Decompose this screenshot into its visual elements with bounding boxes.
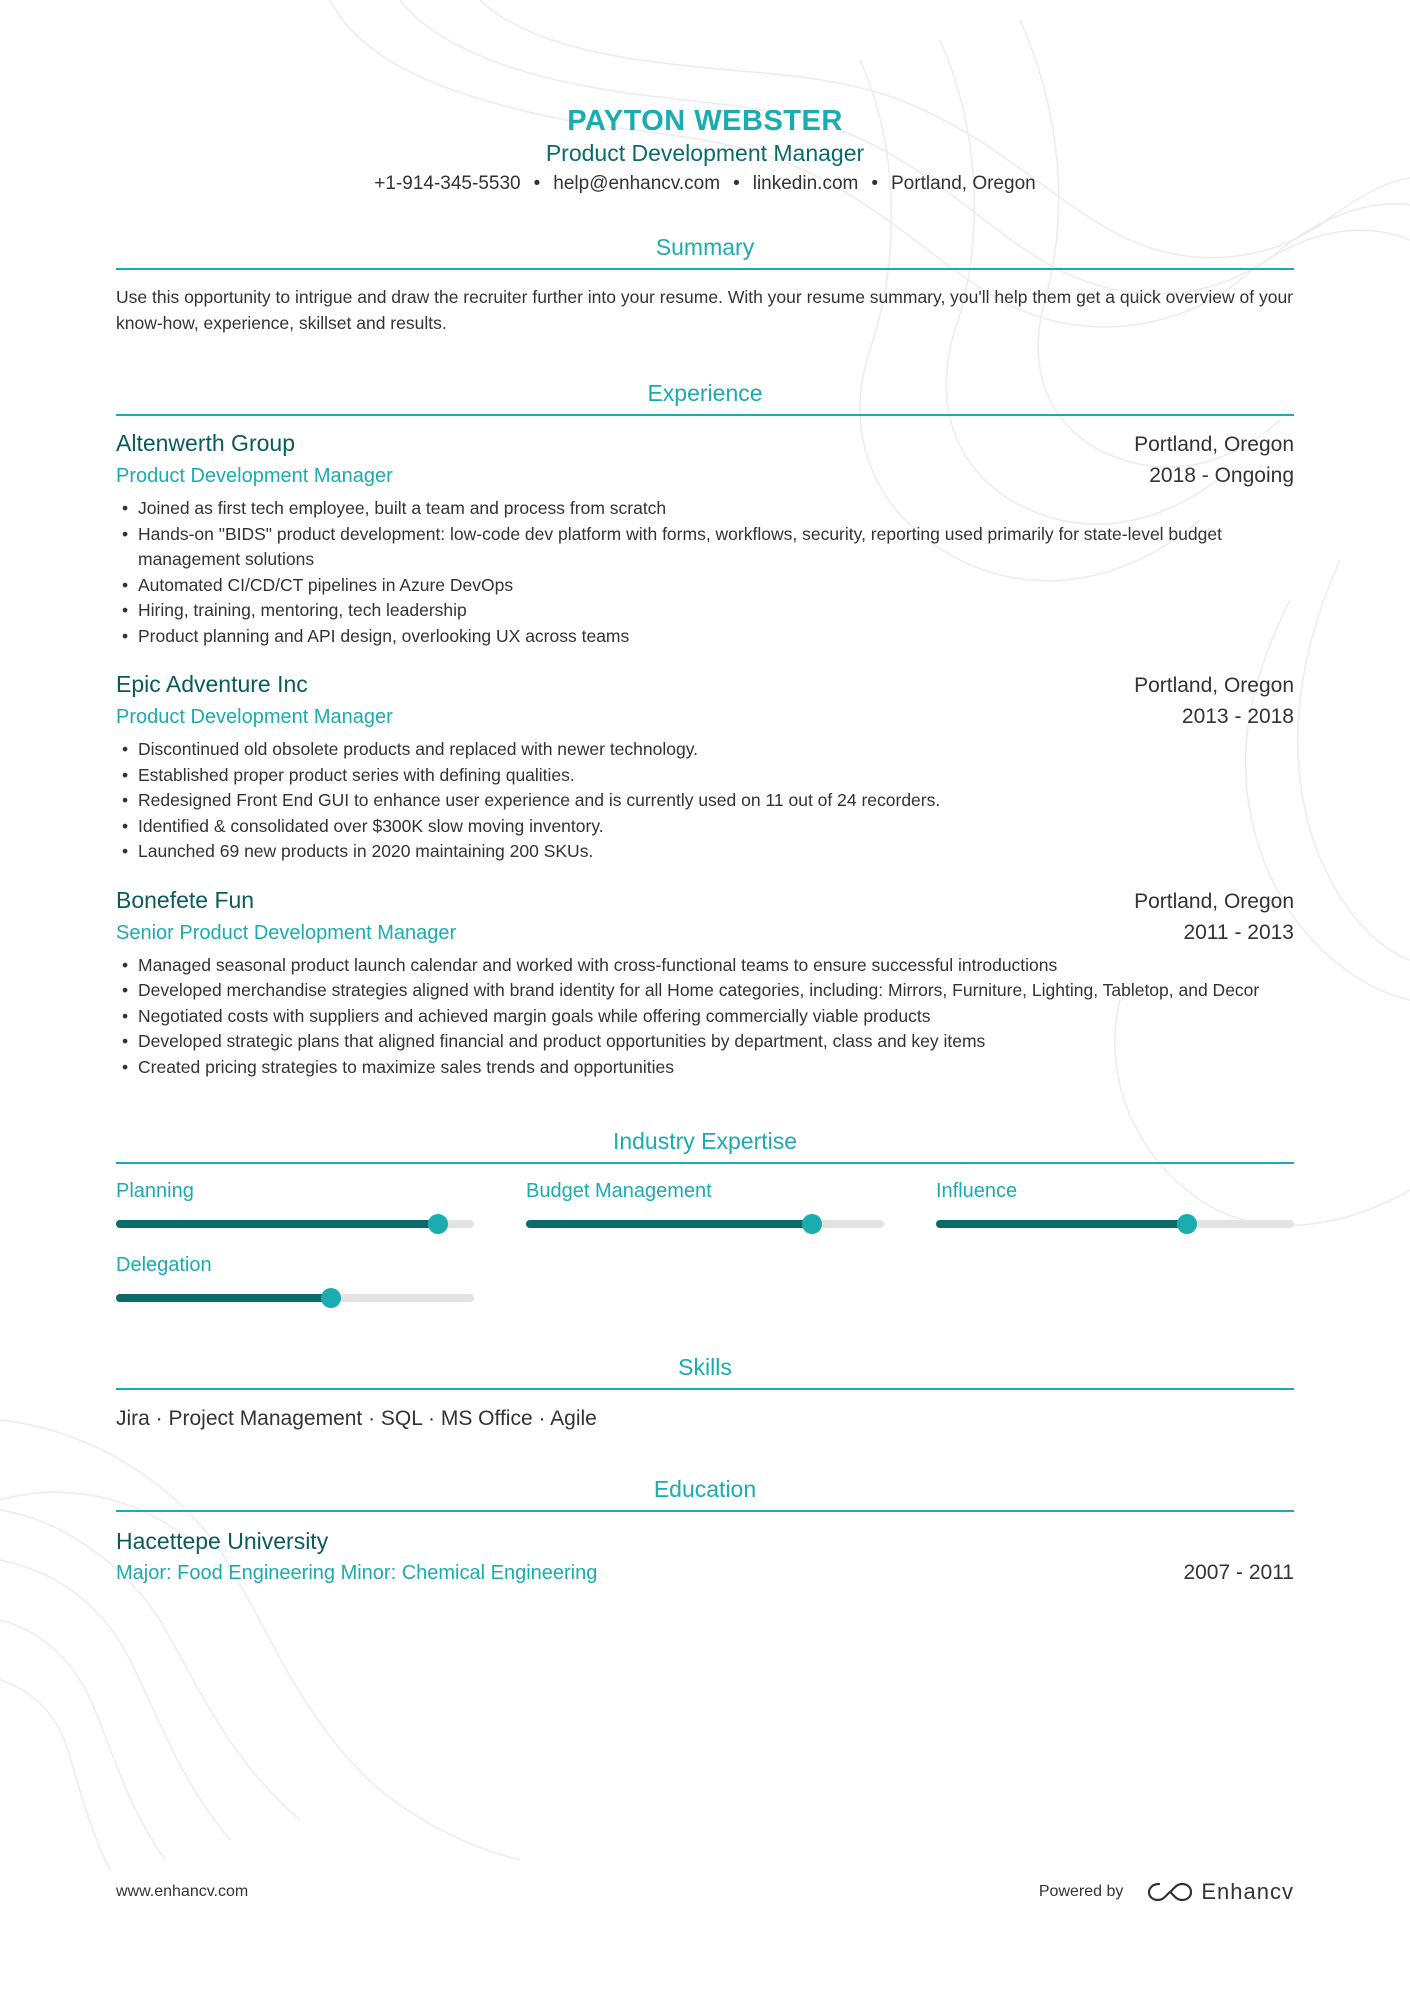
- expertise-bar: [116, 1294, 474, 1302]
- separator-dot: •: [871, 173, 878, 194]
- education-major: Major: Food Engineering Minor: Chemical Engineering: [116, 1562, 598, 1584]
- skills-section: [116, 1352, 1294, 1434]
- job-role: Senior Product Development Manager: [116, 921, 457, 944]
- job-dates: 2013 - 2018: [1181, 705, 1294, 728]
- summary-section: [116, 232, 1294, 336]
- bullet-item: • Product planning and API design, overlooking UX across teams: [116, 624, 1294, 650]
- expertise-bar-fill: [116, 1294, 331, 1302]
- bullet-item: • Automated CI/CD/CT pipelines in Azure DevOps: [116, 573, 1294, 599]
- job-entry: [116, 669, 1294, 865]
- brand-name: Enhancv: [1201, 1879, 1294, 1904]
- linkedin-link[interactable]: linkedin.com: [752, 173, 859, 194]
- bullet-item: • Joined as first tech employee, built a team and process from scratch: [116, 496, 1294, 522]
- phone: +1-914-345-5530: [374, 173, 521, 194]
- summary-heading: Summary: [116, 232, 1294, 270]
- expertise-bar-fill: [936, 1220, 1187, 1228]
- bullet-item: • Negotiated costs with suppliers and achieved margin goals while offering commercially viable products: [116, 1004, 1294, 1030]
- school-name: Hacettepe University: [116, 1528, 329, 1554]
- bullet-item: • Redesigned Front End GUI to enhance user experience and is currently used on 11 out of 24 recorders.: [116, 788, 1294, 814]
- bullet-item: • Developed merchandise strategies aligned with brand identity for all Home categories, including: Mirrors, Furniture, Lighting, Tabletop, and Decor: [116, 978, 1294, 1004]
- expertise-item: [116, 1250, 474, 1302]
- job-bullets: [116, 496, 1294, 649]
- resume-page: [116, 0, 1294, 1589]
- expertise-list: [116, 1176, 1294, 1302]
- expertise-bar-knob: [802, 1214, 822, 1234]
- expertise-bar-fill: [116, 1220, 438, 1228]
- expertise-label: Delegation: [116, 1254, 212, 1276]
- education-entry: [116, 1526, 1294, 1589]
- contact-line: [116, 170, 1294, 198]
- education-dates: 2007 - 2011: [1183, 1561, 1294, 1584]
- expertise-bar: [526, 1220, 884, 1228]
- expertise-bar-knob: [428, 1214, 448, 1234]
- expertise-heading: Industry Expertise: [116, 1126, 1294, 1164]
- enhancv-logo-icon: [1147, 1880, 1193, 1904]
- job-bullets: [116, 737, 1294, 865]
- candidate-name: PAYTON WEBSTER: [567, 105, 843, 137]
- expertise-label: Influence: [936, 1180, 1018, 1202]
- expertise-bar: [116, 1220, 474, 1228]
- skills-heading: Skills: [116, 1352, 1294, 1390]
- separator-dot: •: [733, 173, 740, 194]
- job-location: Portland, Oregon: [1134, 674, 1294, 697]
- job-dates: 2011 - 2013: [1183, 920, 1294, 944]
- powered-by-label: Powered by: [1038, 1883, 1124, 1900]
- resume-header: [116, 0, 1294, 198]
- company-name: Epic Adventure Inc: [116, 671, 308, 697]
- job-location: Portland, Oregon: [1134, 889, 1294, 913]
- expertise-label: Planning: [116, 1180, 194, 1202]
- powered-by: [1039, 1879, 1294, 1905]
- job-entry: [116, 428, 1294, 649]
- footer-url-link[interactable]: www.enhancv.com: [116, 1883, 249, 1900]
- job-location: Portland, Oregon: [1134, 433, 1294, 456]
- expertise-bar-fill: [526, 1220, 812, 1228]
- bullet-item: • Established proper product series with defining qualities.: [116, 763, 1294, 789]
- expertise-item: [116, 1176, 474, 1228]
- bullet-item: • Managed seasonal product launch calendar and worked with cross-functional teams to ensure successful introductions: [116, 953, 1294, 979]
- location: Portland, Oregon: [891, 173, 1036, 194]
- bullet-item: • Developed strategic plans that aligned financial and product opportunities by department, class and key items: [116, 1029, 1294, 1055]
- email-link[interactable]: help@enhancv.com: [553, 173, 721, 194]
- education-heading: Education: [116, 1474, 1294, 1512]
- job-dates: 2018 - Ongoing: [1149, 464, 1294, 487]
- bullet-item: • Identified & consolidated over $300K slow moving inventory.: [116, 814, 1294, 840]
- expertise-section: [116, 1126, 1294, 1302]
- company-name: Bonefete Fun: [116, 886, 255, 913]
- bullet-item: • Launched 69 new products in 2020 maintaining 200 SKUs.: [116, 839, 1294, 865]
- education-section: [116, 1474, 1294, 1589]
- expertise-item: [526, 1176, 884, 1228]
- bullet-item: • Discontinued old obsolete products and replaced with newer technology.: [116, 737, 1294, 763]
- page-footer: [116, 1879, 1294, 1905]
- expertise-bar-knob: [1177, 1214, 1197, 1234]
- job-entry: [116, 885, 1294, 1081]
- job-bullets: [116, 953, 1294, 1081]
- summary-text: Use this opportunity to intrigue and draw the recruiter further into your resume. With your resume summary, you'll help them get a quick overview of your know-how, experience, skillset and results.: [116, 287, 1294, 333]
- expertise-item: [936, 1176, 1294, 1228]
- bullet-item: • Hands-on "BIDS" product development: low-code dev platform with forms, workflows, security, reporting used primarily for state-level budget management solutions: [116, 522, 1294, 573]
- candidate-title: Product Development Manager: [545, 140, 865, 166]
- bullet-item: • Hiring, training, mentoring, tech leadership: [116, 598, 1294, 624]
- skills-list: Jira · Project Management · SQL · MS Office · Agile: [116, 1407, 597, 1430]
- expertise-label: Budget Management: [526, 1180, 712, 1202]
- expertise-bar-knob: [321, 1288, 341, 1308]
- job-role: Product Development Manager: [116, 465, 393, 487]
- job-role: Product Development Manager: [116, 706, 393, 728]
- expertise-bar: [936, 1220, 1294, 1228]
- experience-section: [116, 378, 1294, 1080]
- separator-dot: •: [533, 173, 541, 194]
- company-name: Altenwerth Group: [116, 430, 295, 456]
- bullet-item: • Created pricing strategies to maximize sales trends and opportunities: [116, 1055, 1294, 1081]
- experience-heading: Experience: [116, 378, 1294, 416]
